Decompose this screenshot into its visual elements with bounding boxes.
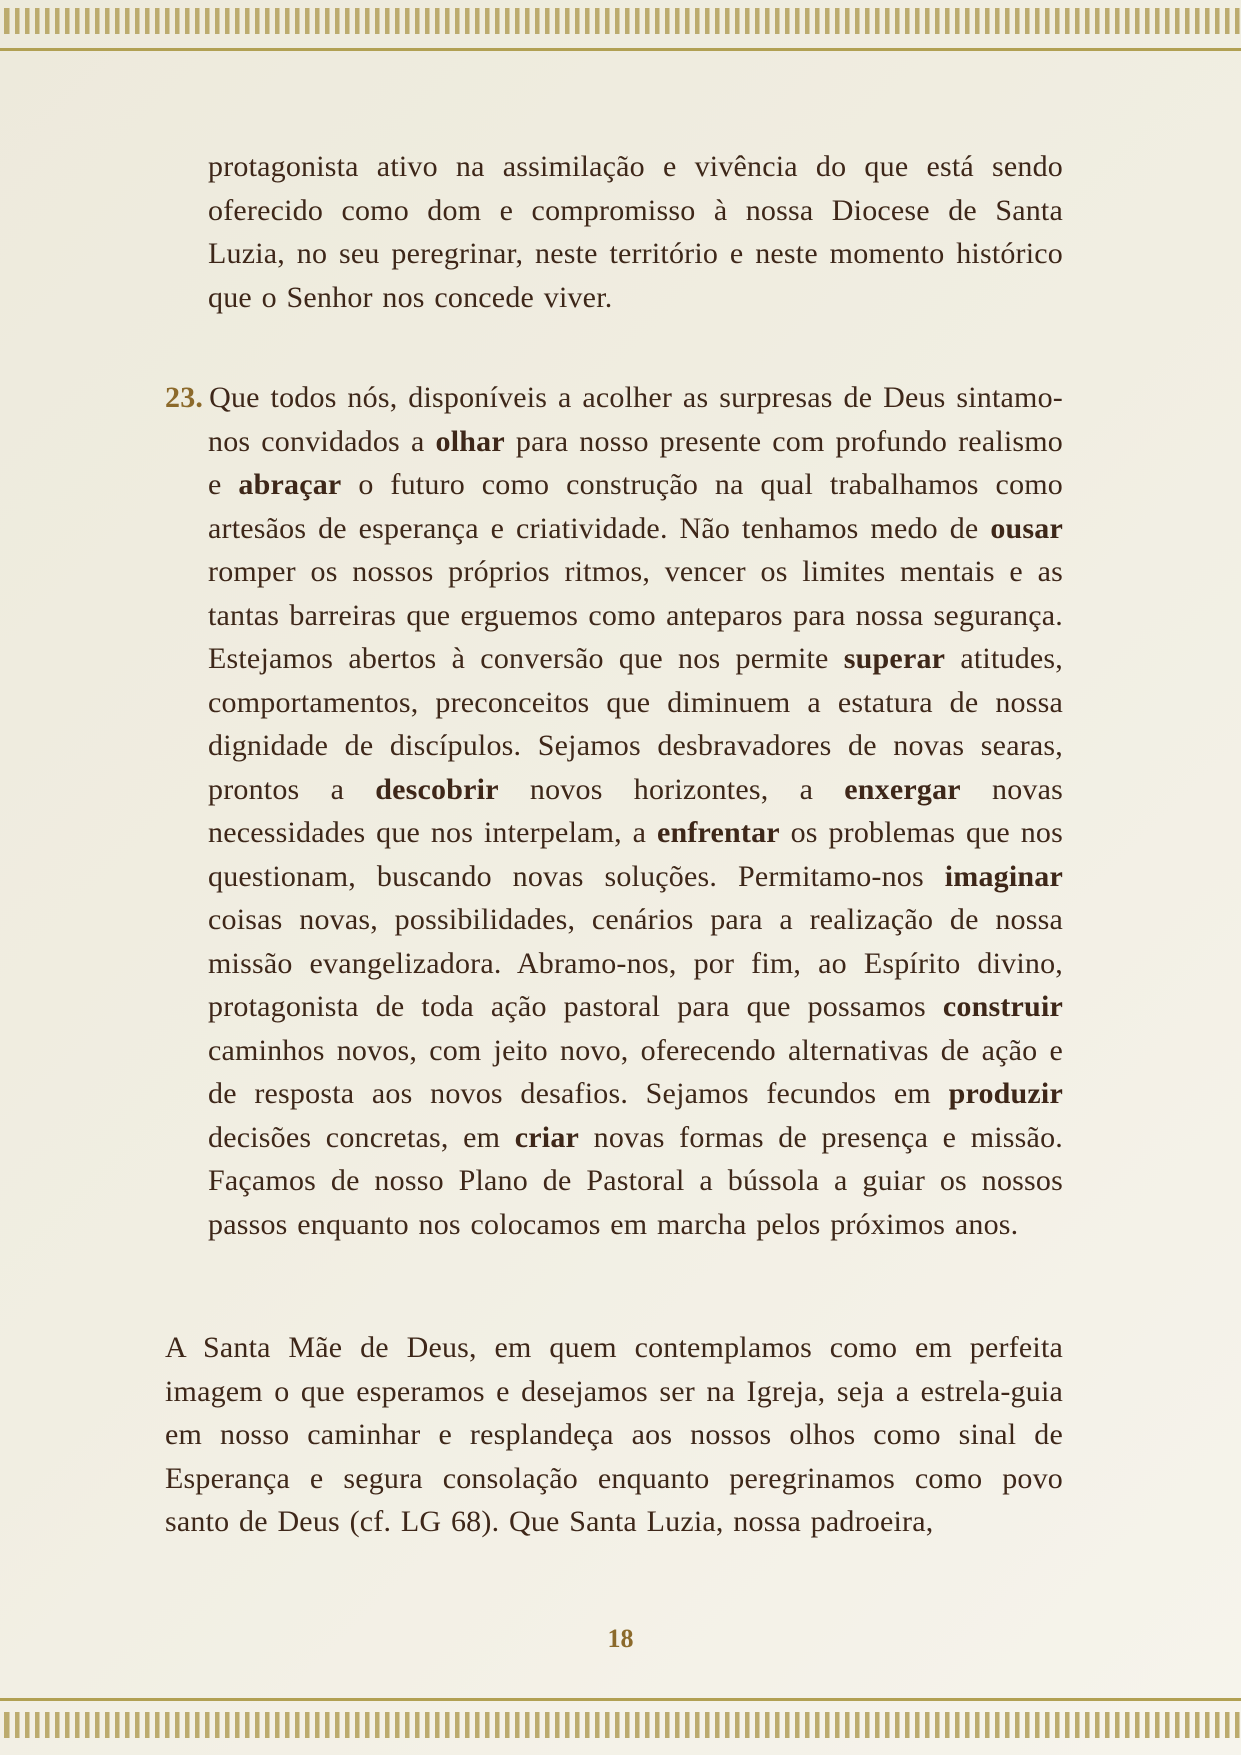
text-segment: novos horizontes, a [498, 772, 845, 806]
paragraph-number: 23. [165, 381, 204, 414]
text-segment: romper os nossos próprios ritmos, vencer os limites mentais e as tantas barreiras que erguemos como anteparos para nossa segurança. Estejamos abertos à conversão que nos permite [208, 555, 1063, 675]
paragraph-closing [165, 1326, 1063, 1544]
top-border-stripes [0, 8, 1241, 34]
emphasized-text-segment: enfrentar [656, 816, 780, 849]
text-segment: decisões concretas, em [208, 1120, 515, 1154]
emphasized-text-segment: ousar [990, 511, 1063, 545]
bottom-border-stripes [0, 1712, 1241, 1738]
bottom-border-rule [0, 1698, 1241, 1701]
paragraph-continuation [165, 145, 1063, 319]
emphasized-text-segment: produzir [948, 1077, 1063, 1110]
text-segment: atitudes, comportamentos, preconceitos que diminuem a estatura de nossa dignidade de discípulos. Sejamos desbravadores de novas searas, prontos a [208, 642, 1063, 806]
emphasized-text-segment: abraçar [238, 468, 342, 501]
text-segment: protagonista ativo na assimilação e vivência do que está sendo oferecido como dom e compromisso à nossa Diocese de Santa Luzia, no seu peregrinar, neste território e neste momento histórico que o Senhor nos concede viver. [208, 150, 1063, 314]
text-segment: caminhos novos, com jeito novo, oferecendo alternativas de ação e de resposta aos novos desafios. Sejamos fecundos em [208, 1033, 1063, 1110]
top-border-rule [0, 48, 1241, 51]
paragraph-23 [165, 376, 1063, 1246]
emphasized-text-segment: imaginar [944, 859, 1063, 893]
text-segment: A Santa Mãe de Deus, em quem contemplamos como em perfeita imagem o que esperamos e desejamos ser na Igreja, seja a estrela-guia em nosso caminhar e resplandeça aos nossos olhos como sinal de Esperança e segura consolação enquanto peregrinamos como povo santo de Deus (cf. LG 68). Que Santa Luzia, nossa padroeira, [165, 1331, 1063, 1538]
text-segment: para nosso presente com profundo realismo e [208, 424, 1064, 501]
text-segment: o futuro como construção na qual trabalhamos como artesãos de esperança e criatividade. Não tenhamos medo de [208, 468, 1063, 545]
text-segment: os problemas que nos questionam, buscando novas soluções. Permitamo-nos [208, 816, 1063, 893]
emphasized-text-segment: enxergar [844, 772, 961, 806]
text-segment: novas formas de presença e missão. Façamos de nosso Plano de Pastoral a bússola a guiar os nossos passos enquanto nos colocamos em marcha pelos próximos anos. [208, 1120, 1063, 1241]
text-segment: coisas novas, possibilidades, cenários para a realização de nossa missão evangelizadora. Abramo-nos, por fim, ao Espírito divino, protagonista de toda ação pastoral para que possamos [208, 903, 1063, 1023]
emphasized-text-segment: criar [514, 1120, 580, 1154]
emphasized-text-segment: olhar [435, 424, 505, 458]
text-segment: novas necessidades que nos interpelam, a [208, 772, 1063, 849]
emphasized-text-segment: construir [942, 990, 1063, 1023]
emphasized-text-segment: superar [843, 642, 946, 675]
text-segment: Que todos nós, disponíveis a acolher as surpresas de Deus sintamo-nos convidados a [208, 381, 1063, 458]
page-number: 18 [607, 1624, 634, 1653]
emphasized-text-segment: descobrir [375, 772, 499, 806]
